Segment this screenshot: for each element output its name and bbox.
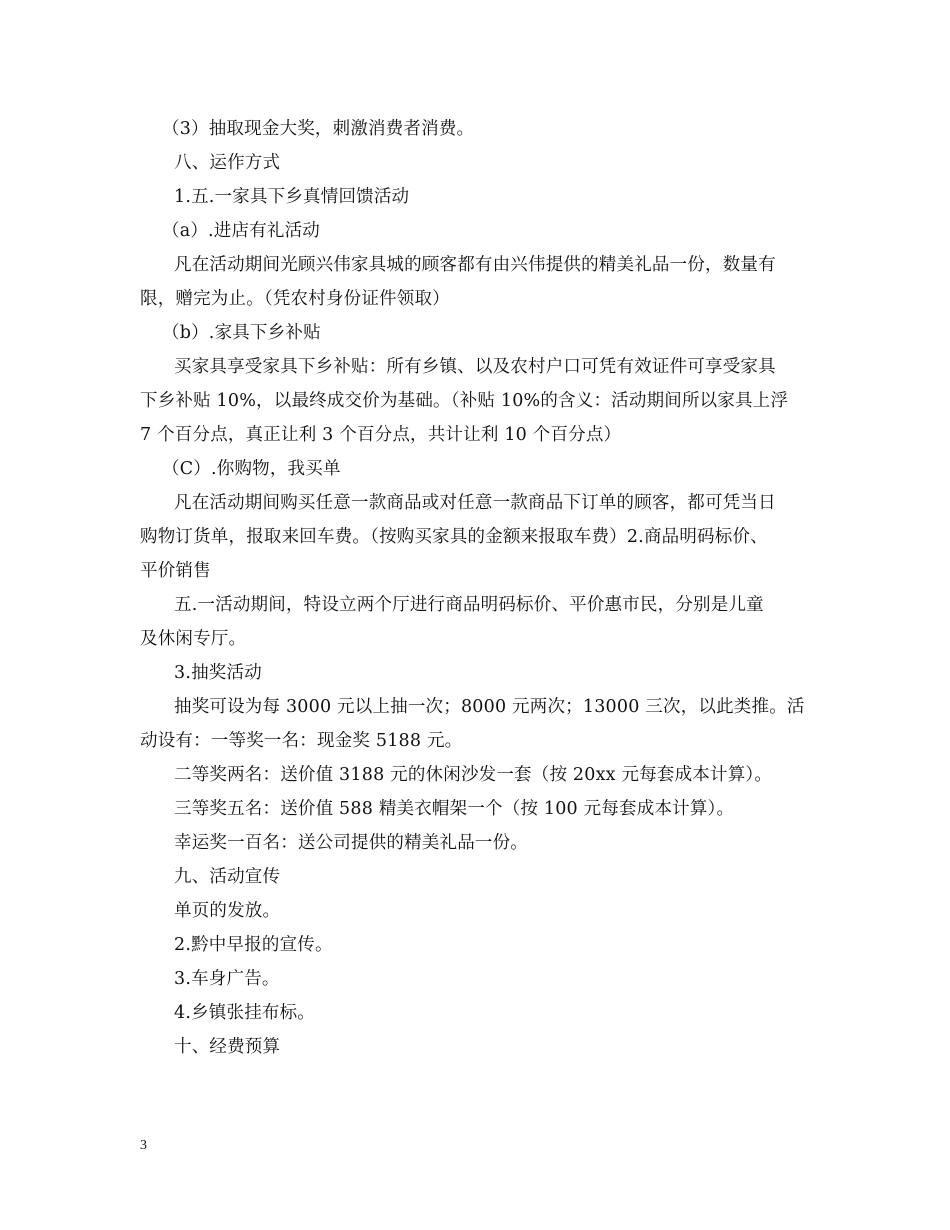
- paragraph-line: 抽奖可设为每 3000 元以上抽一次；8000 元两次；13000 三次，以此类推。活: [174, 697, 805, 717]
- paragraph-line: 4.乡镇张挂布标。: [174, 1003, 315, 1023]
- page-number: 3: [140, 1138, 147, 1153]
- paragraph-line: 三等奖五名：送价值 588 精美衣帽架一个（按 100 元每套成本计算）。: [174, 799, 735, 819]
- paragraph-line: 幸运奖一百名：送公司提供的精美礼品一份。: [174, 833, 528, 853]
- section-heading: 八、运作方式: [174, 153, 281, 173]
- paragraph-line: 二等奖两名：送价值 3188 元的休闲沙发一套（按 20xx 元每套成本计算）。: [174, 765, 773, 785]
- paragraph-line: 7 个百分点，真正让利 3 个百分点，共计让利 10 个百分点）: [140, 425, 622, 445]
- paragraph-line: 限，赠完为止。（凭农村身份证件领取）: [140, 289, 450, 309]
- paragraph-line: 买家具享受家具下乡补贴：所有乡镇、以及农村户口可凭有效证件可享受家具: [174, 357, 776, 377]
- paragraph-line: 单页的发放。: [174, 901, 281, 921]
- paragraph-line: 3.车身广告。: [174, 969, 280, 989]
- paragraph-line: （3）抽取现金大奖，刺激消费者消费。: [162, 119, 475, 139]
- paragraph-line: 五.一活动期间，特设立两个厅进行商品明码标价、平价惠市民，分别是儿童: [174, 595, 764, 615]
- document-body: [140, 112, 812, 1064]
- paragraph-line: 下乡补贴 10%，以最终成交价为基础。（补贴 10%的含义：活动期间所以家具上浮: [140, 391, 789, 411]
- item-heading: （C）.你购物，我买单: [162, 459, 341, 479]
- item-heading: （a）.进店有礼活动: [162, 221, 320, 241]
- paragraph-line: 及休闲专厅。: [140, 629, 247, 649]
- paragraph-line: 购物订货单，报取来回车费。（按购买家具的金额来报取车费）2.商品明码标价、: [140, 527, 768, 547]
- item-heading: （b）.家具下乡补贴: [162, 323, 321, 343]
- subsection-heading: 3.抽奖活动: [174, 663, 262, 683]
- section-heading: 九、活动宣传: [174, 867, 281, 887]
- paragraph-line: 动设有：一等奖一名：现金奖 5188 元。: [140, 731, 463, 751]
- section-heading: 十、经费预算: [174, 1037, 281, 1057]
- paragraph-line: 平价销售: [140, 561, 211, 581]
- paragraph-line: 凡在活动期间光顾兴伟家具城的顾客都有由兴伟提供的精美礼品一份，数量有: [174, 255, 776, 275]
- paragraph-line: 2.黔中早报的宣传。: [174, 935, 333, 955]
- paragraph-line: 凡在活动期间购买任意一款商品或对任意一款商品下订单的顾客，都可凭当日: [174, 493, 776, 513]
- subsection-heading: 1.五.一家具下乡真情回馈活动: [174, 187, 410, 207]
